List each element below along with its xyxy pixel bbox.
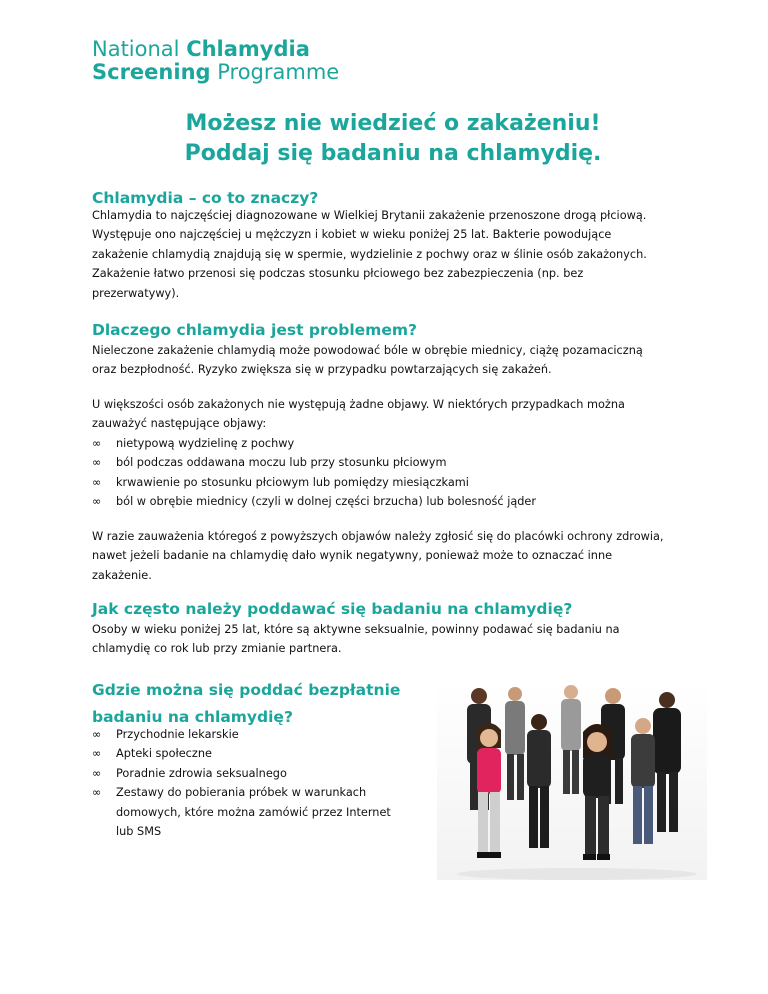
logo-screening: Screening bbox=[92, 60, 211, 84]
paragraph-line: chlamydię co rok lub przy zmianie partnera. bbox=[92, 642, 342, 656]
heading-line: badaniu na chlamydię? bbox=[92, 708, 293, 726]
paragraph-line: zauważyć następujące objawy: bbox=[92, 417, 267, 431]
group-of-young-people-photo bbox=[437, 682, 707, 880]
paragraph-line: oraz bezpłodność. Ryzyko zwiększa się w przypadku powtarzających się zakażeń. bbox=[92, 363, 552, 377]
section-heading-where bbox=[92, 677, 400, 731]
logo-national: National bbox=[92, 37, 187, 61]
list-item: ∞ ból w obrębie miednicy (czyli w dolnej części brzucha) lub bolesność jąder bbox=[92, 492, 712, 511]
heading-line: Gdzie można się poddać bezpłatnie bbox=[92, 681, 401, 699]
title-line-1: Możesz nie wiedzieć o zakażeniu! bbox=[185, 111, 601, 136]
section-why-paragraph-2 bbox=[92, 395, 692, 434]
paragraph-line: U większości osób zakażonych nie występują żadne objawy. W niektórych przypadkach można bbox=[92, 398, 625, 411]
bullet-icon: ∞ bbox=[92, 437, 102, 450]
logo bbox=[92, 38, 339, 84]
bullet-icon: ∞ bbox=[92, 766, 102, 780]
bullet-icon: ∞ bbox=[92, 475, 102, 489]
section-why-paragraph-3 bbox=[92, 527, 692, 585]
section-how-often-paragraph bbox=[92, 620, 692, 659]
page-title bbox=[0, 109, 768, 169]
list-item: ∞ Apteki społeczne bbox=[92, 744, 410, 763]
paragraph-line: nawet jeżeli badanie na chlamydię dało wynik negatywny, ponieważ może to oznaczać inne bbox=[92, 549, 613, 563]
paragraph-line: zakażenie chlamydią znajdują się w spermie, wydzielinie z pochwy oraz w ślinie osób zakażonych. bbox=[92, 247, 647, 261]
logo-chlamydia: Chlamydia bbox=[186, 37, 310, 61]
section-why-paragraph-1 bbox=[92, 341, 692, 380]
list-item: ∞ Przychodnie lekarskie bbox=[92, 725, 410, 744]
testing-places-list bbox=[92, 725, 410, 841]
bullet-icon: ∞ bbox=[92, 747, 102, 761]
paragraph-line: prezerwatywy). bbox=[92, 286, 180, 300]
section-what-paragraph bbox=[92, 206, 692, 303]
logo-programme: Programme bbox=[210, 60, 340, 84]
symptom-list bbox=[92, 434, 712, 512]
paragraph-line: Osoby w wieku poniżej 25 lat, które są aktywne seksualnie, powinny podawać się badaniu na bbox=[92, 623, 620, 636]
bullet-icon: ∞ bbox=[92, 786, 102, 800]
section-heading-what: Chlamydia – co to znaczy? bbox=[92, 189, 319, 207]
paragraph-line: zakażenie. bbox=[92, 568, 152, 582]
paragraph-line: Chlamydia to najczęściej diagnozowane w Wielkiej Brytanii zakażenie przenoszone drogą płciową. bbox=[92, 209, 647, 222]
paragraph-line: Występuje ono najczęściej u mężczyzn i kobiet w wieku poniżej 25 lat. Bakterie powodujące bbox=[92, 228, 612, 242]
paragraph-line: W razie zauważenia któregoś z powyższych objawów należy zgłosić się do placówki ochrony zdrowia, bbox=[92, 530, 664, 543]
paragraph-line: Zakażenie łatwo przenosi się podczas stosunku płciowego bez zabezpieczenia (np. bez bbox=[92, 267, 584, 281]
list-item: ∞ ból podczas oddawana moczu lub przy stosunku płciowym bbox=[92, 453, 712, 472]
section-heading-why: Dlaczego chlamydia jest problemem? bbox=[92, 321, 417, 339]
list-item: ∞ nietypową wydzielinę z pochwy bbox=[92, 434, 712, 453]
bullet-icon: ∞ bbox=[92, 495, 102, 509]
list-item: ∞ Poradnie zdrowia seksualnego bbox=[92, 764, 410, 783]
list-item: ∞ Zestawy do pobierania próbek w warunkach domowych, które można zamówić przez Internet lub SMS bbox=[92, 783, 410, 841]
bullet-icon: ∞ bbox=[92, 728, 102, 741]
section-heading-how-often: Jak często należy poddawać się badaniu na chlamydię? bbox=[92, 600, 573, 618]
title-line-2: Poddaj się badaniu na chlamydię. bbox=[184, 141, 602, 166]
list-item: ∞ krwawienie po stosunku płciowym lub pomiędzy miesiączkami bbox=[92, 473, 712, 492]
paragraph-line: Nieleczone zakażenie chlamydią może powodować bóle w obrębie miednicy, ciążę pozamaciczną bbox=[92, 344, 643, 357]
bullet-icon: ∞ bbox=[92, 456, 102, 470]
